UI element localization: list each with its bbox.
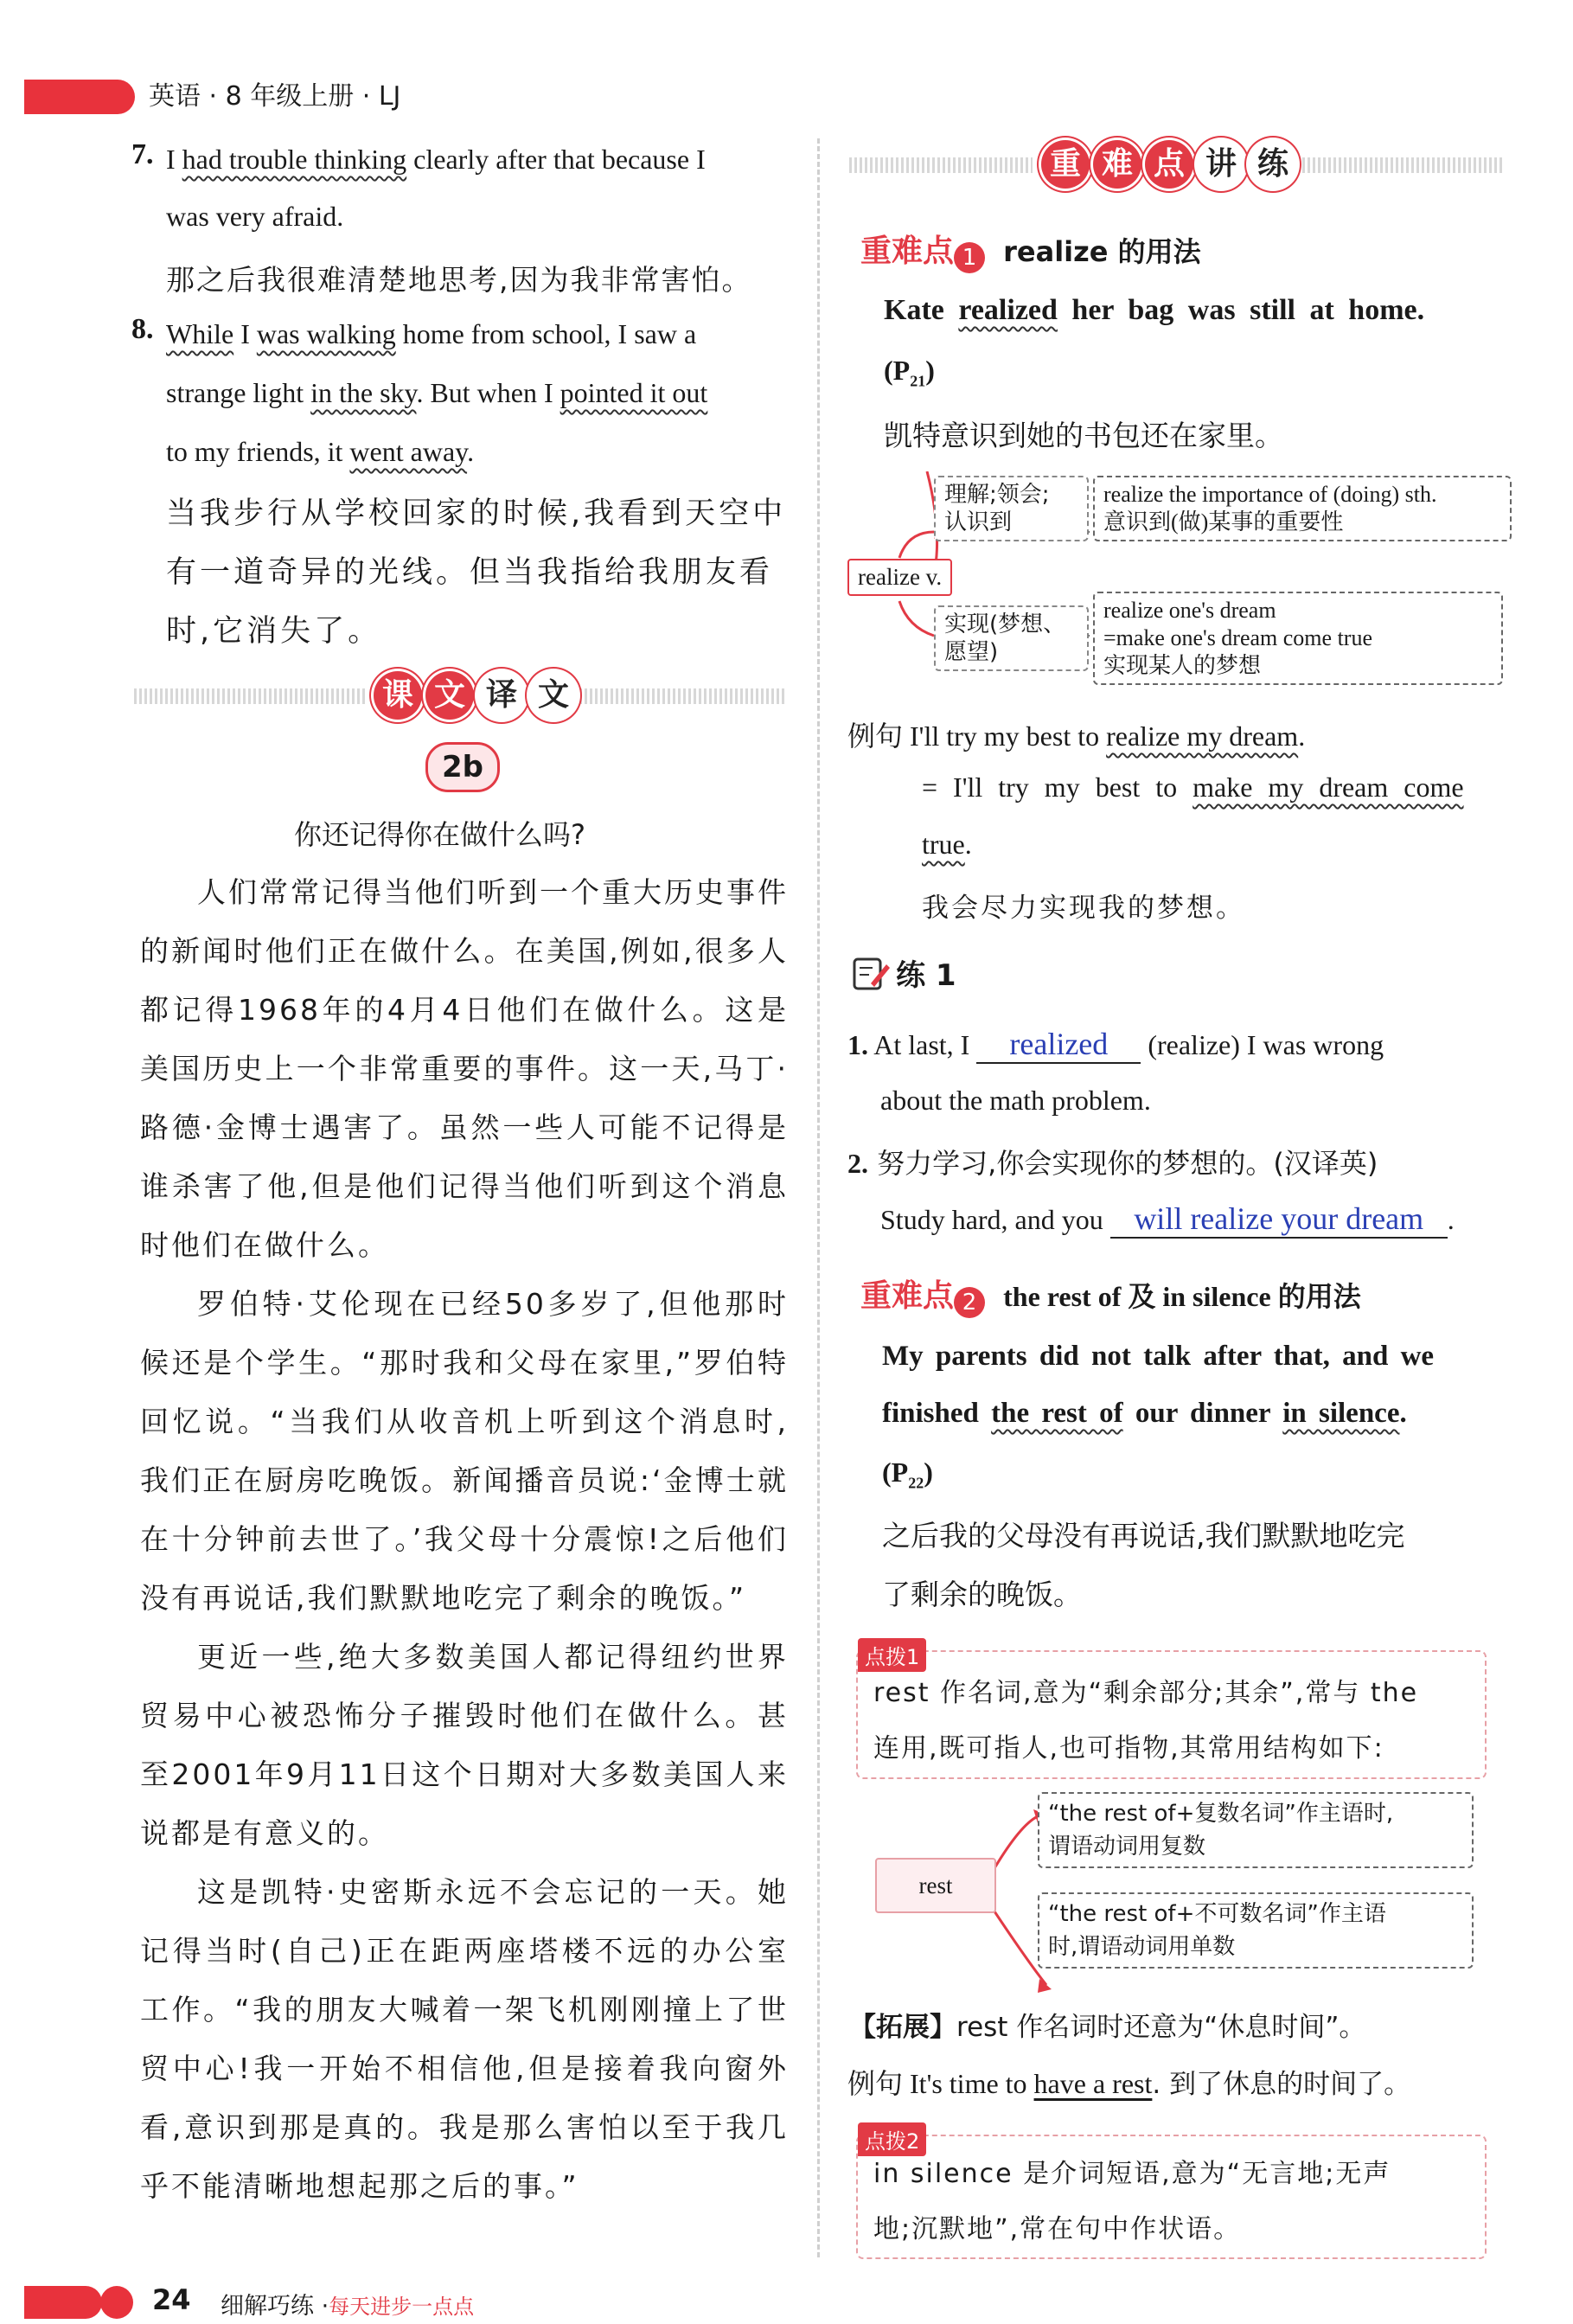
banner-char: 课 (374, 671, 422, 720)
keypoint-2-translation-line1: 之后我的父母没有再说话,我们默默地吃完 (882, 1519, 1405, 1553)
item8-zh-line3: 时,它消失了。 (166, 614, 382, 649)
practice-q1: 1. At last, I realized (realize) I was wrong (847, 1026, 1384, 1064)
keypoint-1-translation: 凯特意识到她的书包还在家里。 (884, 419, 1283, 452)
diagram-usage-1: realize the importance of (doing) sth. 意识到(做)某事的重要性 (1093, 476, 1512, 541)
example-2: 例句 It's time to have a rest. 到了休息的时间了。 (847, 2067, 1411, 2100)
header-accent-bar (24, 80, 135, 114)
banner-char: 译 (477, 671, 526, 720)
article-paragraph: 罗伯特·艾伦现在已经50多岁了,但他那时候还是个学生。“那时我和父母在家里,”罗伯特回忆说。“当我们从收音机上听到这个消息时,我们正在厨房吃晚饭。新闻播音员说:‘金博士就在十分钟前去世了。’我父母十分震惊!之后他们没有再说话,我们默默地吃完了剩余的晚饭。” (140, 1287, 789, 1615)
book-title: 英语 · 8 年级上册 · LJ (149, 81, 401, 112)
practice-q2: 2. 努力学习,你会实现你的梦想的。(汉译英) (847, 1147, 1378, 1180)
item7-en-line1: I had trouble thinking clearly after that because I (166, 144, 706, 175)
practice-q2-answer-line: Study hard, and you will realize your dream . (880, 1200, 1455, 1239)
extension-note: 【拓展】rest 作名词时还意为“休息时间”。 (849, 2012, 1366, 2043)
banner-char: 文 (425, 671, 474, 720)
article-paragraph: 更近一些,绝大多数美国人都记得纽约世界贸易中心被恐怖分子摧毁时他们在做什么。甚至2001年9月11日这个日期对大多数美国人来说都是有意义的。 (140, 1640, 789, 1850)
item8-en-line3: to my friends, it went away. (166, 436, 475, 467)
hint-2-tag: 点拨2 (858, 2122, 926, 2156)
item7-zh: 那之后我很难清楚地思考,因为我非常害怕。 (166, 263, 752, 297)
banner-char: 重 (1041, 140, 1090, 189)
keypoint-1-heading: 重难点 1 realize 的用法 (860, 227, 1201, 273)
keypoint-2-example-line1: My parents did not talk after that, and we (882, 1341, 1435, 1372)
article-paragraph: 这是凯特·史密斯永远不会忘记的一天。她记得当时(自己)正在距两座塔楼不远的办公室工作。“我的朋友大喊着一架飞机刚刚撞上了世贸中心!我一开始不相信他,但是接着我向窗外看,意识到那是真的。我是那么害怕以至于我几乎不能清晰地想起那之后的事。” (140, 1875, 789, 2203)
banner-rule-left (849, 157, 1033, 173)
keypoint-2-heading: 重难点 2 the rest of 及 in silence 的用法 (860, 1271, 1361, 1318)
example-1-alt-line2: true. (922, 829, 972, 860)
diagram-meaning-1: 理解;领会; 认识到 (934, 476, 1089, 541)
hint-1-line1: rest 作名词,意为“剩余部分;其余”,常与 the (873, 1678, 1419, 1708)
example-1-alt: = I'll try my best to make my dream come (922, 771, 1464, 803)
answer-blank[interactable]: will realize your dream (1110, 1200, 1448, 1239)
hint-2-line2: 地;沉默地”,常在句中作状语。 (873, 2214, 1242, 2244)
pencil-note-icon (852, 954, 892, 992)
hint-2-line1: in silence 是介词短语,意为“无言地;无声 (873, 2159, 1391, 2189)
diagram-root-realize: realize v. (847, 559, 952, 596)
item8-en-line2: strange light in the sky. But when I pointed it out (166, 377, 708, 408)
keypoint-1-example: Kate realized her bag was still at home. (884, 294, 1425, 326)
answer-blank[interactable]: realized (976, 1026, 1141, 1064)
banner-char: 文 (529, 671, 578, 720)
diagram-meaning-2: 实现(梦想、 愿望) (934, 605, 1089, 671)
banner-char: 讲 (1197, 140, 1245, 189)
banner-rule-right (579, 688, 787, 704)
keypoint-2-example-line2: finished the rest of our dinner in silence. (882, 1398, 1407, 1429)
practice-q1-line2: about the math problem. (880, 1085, 1151, 1116)
banner-char: 点 (1145, 140, 1193, 189)
column-divider (817, 138, 820, 2257)
item7-en-line2: was very afraid. (166, 201, 344, 232)
footer-brand: 细解巧练 ·每天进步一点点 (221, 2293, 475, 2320)
hint-1-line2: 连用,既可指人,也可指物,其常用结构如下: (873, 1733, 1384, 1764)
article-title: 你还记得你在做什么吗? (294, 818, 585, 851)
footer-accent-dot (100, 2286, 133, 2319)
item8-en-line1: While I was walking home from school, I saw a (166, 318, 697, 349)
page-reference: $(P_{21})$ (884, 355, 935, 390)
article-body (140, 863, 789, 2216)
item8-zh-line2: 有一道奇异的光线。但当我指给我朋友看 (166, 555, 774, 590)
banner-rule-right (1297, 157, 1505, 173)
diagram-rule-uncountable: “the rest of+不可数名词”作主语 时,谓语动词用单数 (1038, 1892, 1474, 1969)
item-number: 7. (131, 138, 154, 170)
article-paragraph: 人们常常记得当他们听到一个重大历史事件的新闻时他们正在做什么。在美国,例如,很多人都记得1968年的4月4日他们在做什么。这是美国历史上一个非常重要的事件。这一天,马丁·路德·金博士遇害了。虽然一些人可能不记得是谁杀害了他,但是他们记得当他们听到这个消息时他们在做什么。 (140, 875, 789, 1262)
section-banner-keypoints (1041, 140, 1297, 189)
page-number: 24 (152, 2283, 191, 2316)
hint-1-tag: 点拨1 (858, 1638, 926, 1672)
example-1: 例句 I'll try my best to realize my dream. (847, 720, 1306, 752)
diagram-rule-plural: “the rest of+复数名词”作主语时, 谓语动词用复数 (1038, 1792, 1474, 1868)
item-number: 8. (131, 313, 154, 345)
diagram-root-rest: rest (875, 1858, 996, 1913)
section-banner-translation (374, 671, 578, 720)
keypoint-2-translation-line2: 了剩余的晚饭。 (882, 1578, 1082, 1611)
section-badge: 2b (425, 742, 500, 792)
item8-zh-line1: 当我步行从学校回家的时候,我看到天空中 (166, 496, 787, 531)
page-reference: $(P_{22})$ (882, 1457, 933, 1492)
banner-rule-left (134, 688, 368, 704)
banner-char: 练 (1249, 140, 1297, 189)
banner-char: 难 (1093, 140, 1141, 189)
practice-1-heading: 练 1 (852, 951, 956, 994)
keypoint-number-badge: 2 (954, 1287, 985, 1318)
diagram-usage-2: realize one's dream =make one's dream come true 实现某人的梦想 (1093, 592, 1503, 685)
footer-accent-bar (24, 2286, 102, 2319)
keypoint-number-badge: 1 (954, 242, 985, 273)
example-1-translation: 我会尽力实现我的梦想。 (922, 893, 1245, 924)
